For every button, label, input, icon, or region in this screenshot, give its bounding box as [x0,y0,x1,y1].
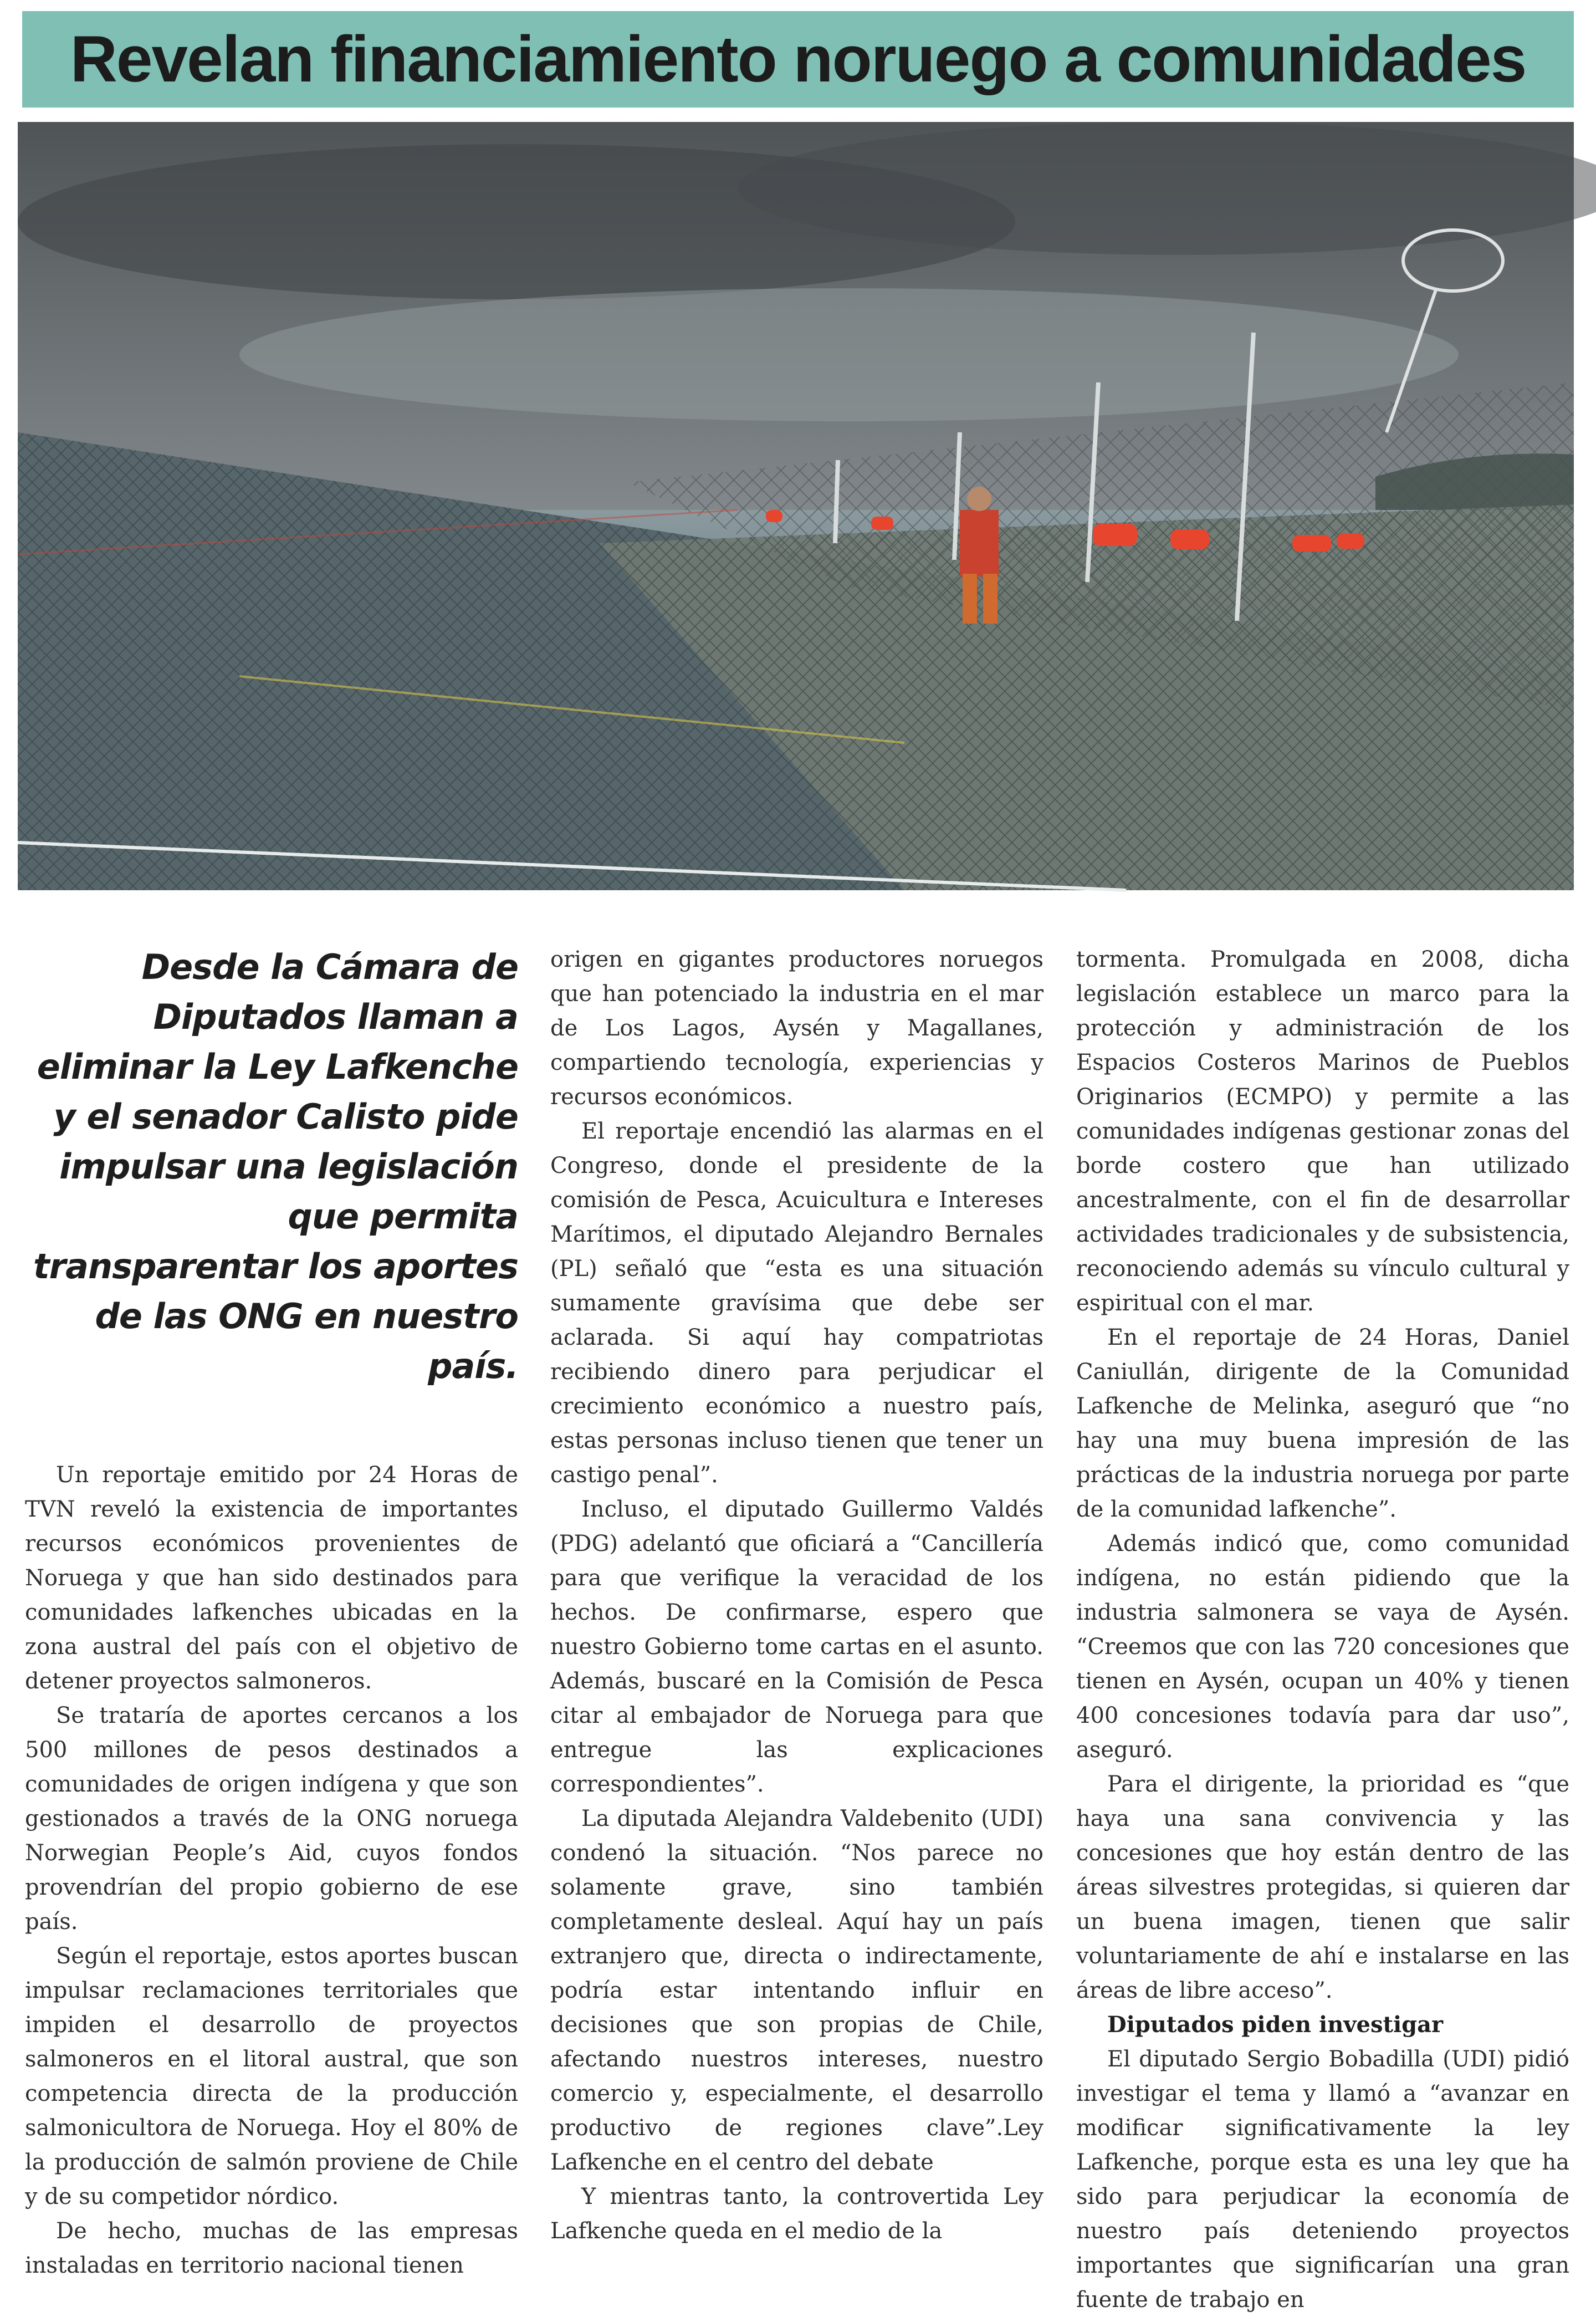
column-2 [550,942,1043,2256]
lead-summary: Desde la Cámara de Diputados llaman a eliminar la Ley Lafkenche y el senador Calisto pide impulsar una legislación que permita transparentar los aportes de las ONG en nuestro país. [33,947,518,1386]
headline-band [22,11,1574,108]
paragraph: El diputado Sergio Bobadilla (UDI) pidió investigar el tema y llamó a “avanzar en modificar significativamente la ley Lafkenche, porque esta es una ley que ha sido para perjudicar la economía de nuestro país deteniendo proyectos importantes que significarían una gran fuente de trabajo en [1076,2046,1569,2313]
paragraph: Según el reportaje, estos aportes buscan impulsar reclamaciones territoriales que impiden el desarrollo de proyectos salmoneros en el litoral austral, que son competencia directa de la producción salmonicultora de Noruega. Hoy el 80% de la producción de salmón proviene de Chile y de su competidor nórdico. [25,1943,518,2209]
paragraph: Para el dirigente, la prioridad es “que haya una sana convivencia y las concesiones que hoy están dentro de las áreas silvestres protegidas, si quieren dar un buena imagen, tienen que salir voluntariamente de ahí e instalarse en las áreas de libre acceso”. [1076,1772,1569,2003]
paragraph: La diputada Alejandra Valdebenito (UDI) condenó la situación. “Nos parece no solamente grave, sino también completamente desleal. Aquí hay un país extranjero que, directa o indirectamente, podría estar intentando influir en decisiones que son propias de Chile, afectando nuestros intereses, nuestro comercio y, especialmente, el desarrollo productivo de regiones clave”.Ley Lafkenche en el centro del debate [550,1806,1043,2175]
column-1 [25,942,518,2278]
paragraph: Además indicó que, como comunidad indígena, no están pidiendo que la industria salmonera se vaya de Aysén. “Creemos que con las 720 concesiones que tienen en Aysén, ocupan un 40% y tienen 400 concesiones todavía para dar uso”, aseguró. [1076,1531,1569,1763]
section-subheading: Diputados piden investigar [1107,2012,1444,2038]
paragraph: Se trataría de aportes cercanos a los 500 millones de pesos destinados a comunidades de origen indígena y que son gestionados a través de la ONG noruega Norwegian People’s Aid, cuyos fondos provendrían del propio gobierno de ese país. [25,1703,518,1935]
paragraph: Incluso, el diputado Guillermo Valdés (PDG) adelantó que oficiará a “Cancillería para que verifique la veracidad de los hechos. De confirmarse, espero que nuestro Gobierno tome cartas en el asunto. Además, buscaré en la Comisión de Pesca citar al embajador de Noruega para que entregue las explicaciones correspondientes”. [550,1497,1043,1797]
paragraph: En el reportaje de 24 Horas, Daniel Caniullán, dirigente de la Comunidad Lafkenche de Melinka, aseguró que “no hay una muy buena impresión de las prácticas de la industria noruega por parte de la comunidad lafkenche”. [1076,1325,1569,1522]
headline: Revelan financiamiento noruego a comunidades [70,23,1526,96]
paragraph: De hecho, muchas de las empresas instaladas en territorio nacional tienen [25,2218,518,2278]
paragraph: Y mientras tanto, la controvertida Ley Lafkenche queda en el medio de la [550,2184,1043,2244]
salmon-farm-photo-icon [18,122,1574,890]
paragraph: Un reportaje emitido por 24 Horas de TVN reveló la existencia de importantes recursos económicos provenientes de Noruega y que han sido destinados para comunidades lafkenches ubicadas en la zona austral del país con el objetivo de detener proyectos salmoneros. [25,1462,518,1694]
column-3 [1076,942,1569,2313]
paragraph-continued: tormenta. Promulgada en 2008, dicha legislación establece un marco para la protección y administración de los Espacios Costeros Marinos de Pueblos Originarios (ECMPO) y permite a las comunidades indígenas gestionar zonas del borde costero que han utilizado ancestralmente, con el fin de desarrollar actividades tradicionales y de subsistencia, reconociendo además su vínculo cultural y espiritual con el mar. [1076,947,1569,1316]
paragraph-continued: origen en gigantes productores noruegos que han potenciado la industria en el mar de Los Lagos, Aysén y Magallanes, compartiendo tecnología, experiencias y recursos económicos. [550,947,1043,1110]
paragraph: El reportaje encendió las alarmas en el Congreso, donde el presidente de la comisión de Pesca, Acuicultura e Intereses Marítimos, el diputado Alejandro Bernales (PL) señaló que “esta es una situación sumamente gravísima que debe ser aclarada. Si aquí hay compatriotas recibiendo dinero para perjudicar el crecimiento económico a nuestro país, estas personas incluso tienen que tener un castigo penal”. [550,1119,1043,1488]
